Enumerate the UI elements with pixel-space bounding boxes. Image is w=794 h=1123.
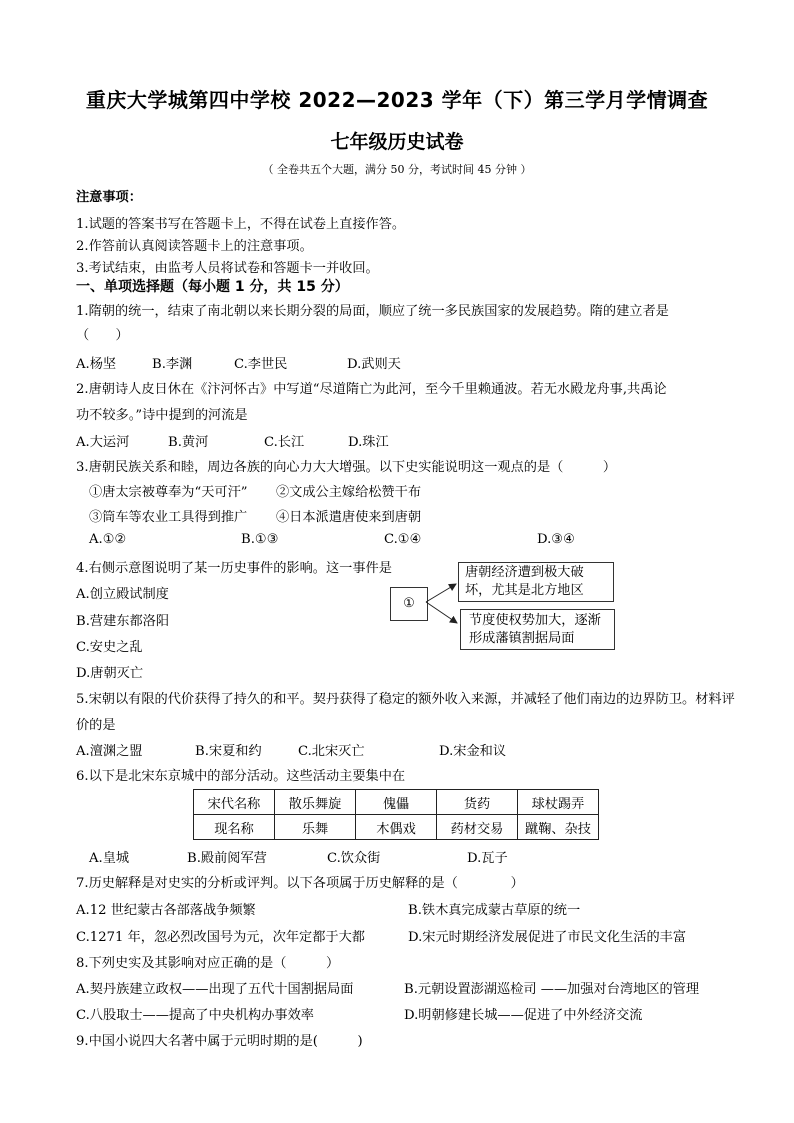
- diagram-arrow: [426, 584, 456, 602]
- option: B.黄河: [168, 435, 209, 450]
- table-cell: 现名称: [194, 815, 275, 840]
- option: A.大运河: [76, 435, 130, 450]
- option: C.饮众街: [327, 851, 381, 866]
- statement: ①唐太宗被尊奉为“天可汗”: [89, 485, 248, 500]
- question-stem: 6.以下是北宋东京城中的部分活动。这些活动主要集中在: [76, 769, 406, 784]
- option: D.唐朝灭亡: [76, 666, 144, 681]
- option: B.①③: [241, 532, 279, 547]
- diagram-arrows: [424, 575, 464, 635]
- table-cell: 货药: [437, 790, 518, 815]
- notice-item: 2.作答前认真阅读答题卡上的注意事项。: [76, 239, 313, 254]
- statement: ②文成公主嫁给松赞干布: [276, 485, 422, 500]
- option: D.武则天: [347, 357, 401, 372]
- diagram-outcome-box: [458, 562, 614, 602]
- diagram-outcome-box: [460, 609, 615, 650]
- option: C.长江: [264, 435, 305, 450]
- option: B.营建东都洛阳: [76, 614, 170, 629]
- statement: ③筒车等农业工具得到推广: [89, 510, 248, 525]
- statement: ④日本派遣唐使来到唐朝: [276, 510, 422, 525]
- option: B.宋夏和约: [195, 744, 262, 759]
- option: B.铁木真完成蒙古草原的统一: [408, 903, 581, 918]
- option: A.12 世纪蒙古各部落战争频繁: [76, 903, 256, 918]
- option: D.明朝修建长城——促进了中外经济交流: [404, 1008, 643, 1023]
- option: D.珠江: [348, 435, 389, 450]
- table-cell: 球杖踢弄: [518, 790, 599, 815]
- question-stem: 3.唐朝民族关系和睦，周边各族的向心力大大增强。以下史实能说明这一观点的是（ ）: [76, 460, 617, 475]
- question-stem: 8.下列史实及其影响对应正确的是（ ）: [76, 956, 340, 971]
- table-cell: 宋代名称: [194, 790, 275, 815]
- diagram-event-label: ①: [403, 596, 415, 611]
- option: B.元朝设置澎湖巡检司 ——加强对台湾地区的管理: [404, 982, 700, 997]
- question-stem: 7.历史解释是对史实的分析或评判。以下各项属于历史解释的是（ ）: [76, 876, 524, 891]
- exam-info: （ 全卷共五个大题，满分 50 分，考试时间 45 分钟 ）: [262, 163, 532, 176]
- table-cell: 散乐舞旋: [275, 790, 356, 815]
- option: A.皇城: [89, 851, 130, 866]
- notice-item: 1.试题的答案书写在答题卡上，不得在试卷上直接作答。: [76, 217, 406, 232]
- table-cell: 木偶戏: [356, 815, 437, 840]
- diagram-event-box: [390, 587, 428, 621]
- section-heading: 一、单项选择题（每小题 1 分，共 15 分）: [76, 279, 349, 295]
- option: A.①②: [89, 532, 127, 547]
- question-stem: 4.右侧示意图说明了某一历史事件的影响。这一事件是: [76, 561, 392, 576]
- option: D.③④: [537, 532, 575, 547]
- question-stem: 1.隋朝的统一，结束了南北朝以来长期分裂的局面，顺应了统一多民族国家的发展趋势。隋的建立者是: [76, 304, 669, 319]
- question-stem: 价的是: [76, 718, 116, 733]
- option: D.宋元时期经济发展促进了市民文化生活的丰富: [408, 930, 687, 945]
- activities-table: [193, 789, 599, 840]
- option: A.澶渊之盟: [76, 744, 143, 759]
- diagram-outcome-text: 节度使权势加大，逐渐形成藩镇割据局面: [469, 613, 601, 646]
- table-cell: 傀儡: [356, 790, 437, 815]
- option: C.1271 年，忽必烈改国号为元，次年定都于大都: [76, 930, 365, 945]
- notice-item: 3.考试结束，由监考人员将试卷和答题卡一并收回。: [76, 261, 379, 276]
- table-row: [194, 790, 599, 815]
- option: D.宋金和议: [439, 744, 507, 759]
- option: C.八股取士——提高了中央机构办事效率: [76, 1008, 314, 1023]
- diagram-arrow: [426, 602, 457, 623]
- notice-heading: 注意事项：: [76, 190, 142, 205]
- diagram-outcome-text: 唐朝经济遭到极大破坏，尤其是北方地区: [465, 565, 584, 598]
- option: B.李渊: [152, 357, 193, 372]
- option: A.杨坚: [76, 357, 117, 372]
- question-stem: 2.唐朝诗人皮日休在《汴河怀古》中写道“尽道隋亡为此河，至今千里赖通波。若无水殿龙舟事,共禹论: [76, 382, 667, 397]
- option: D.瓦子: [467, 851, 508, 866]
- question-stem: （ ）: [76, 328, 129, 343]
- option: C.李世民: [234, 357, 288, 372]
- table-cell: 蹴鞠、杂技: [518, 815, 599, 840]
- question-stem: 5.宋朝以有限的代价获得了持久的和平。契丹获得了稳定的额外收入来源，并减轻了他们南边的边界防卫。材料评: [76, 692, 735, 707]
- option: A.创立殿试制度: [76, 587, 169, 602]
- exam-subtitle: 七年级历史试卷: [330, 131, 464, 153]
- question-stem: 9.中国小说四大名著中属于元明时期的是( ): [76, 1034, 363, 1049]
- question-stem: 功不较多。”诗中提到的河流是: [76, 408, 248, 423]
- option: C.①④: [384, 532, 422, 547]
- exam-title: 重庆大学城第四中学校 2022—2023 学年（下）第三学月学情调查: [85, 88, 709, 112]
- option: A.契丹族建立政权——出现了五代十国割据局面: [76, 982, 354, 997]
- table-row: [194, 815, 599, 840]
- table-cell: 药材交易: [437, 815, 518, 840]
- option: C.安史之乱: [76, 640, 143, 655]
- table-cell: 乐舞: [275, 815, 356, 840]
- option: B.殿前阅军营: [187, 851, 267, 866]
- option: C.北宋灭亡: [298, 744, 365, 759]
